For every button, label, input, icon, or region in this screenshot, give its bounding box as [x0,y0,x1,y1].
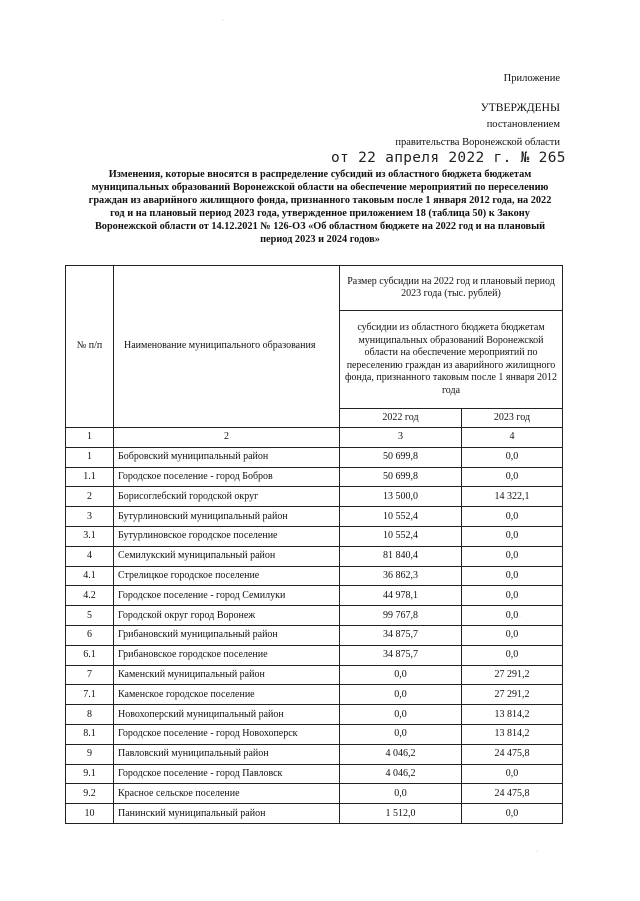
table-row [66,724,563,744]
row-number: 1.1 [66,467,114,487]
row-value-2023: 0,0 [462,447,563,467]
row-value-2022: 0,0 [340,705,462,725]
table-row [66,784,563,804]
row-name: Бутурлиновский муниципальный район [114,507,340,527]
row-value-2022: 0,0 [340,784,462,804]
row-value-2022: 0,0 [340,724,462,744]
row-number: 9.1 [66,764,114,784]
row-value-2023: 0,0 [462,645,563,665]
row-value-2023: 0,0 [462,764,563,784]
row-number: 8 [66,705,114,725]
row-number: 5 [66,606,114,626]
row-value-2022: 1 512,0 [340,804,462,824]
row-value-2022: 50 699,8 [340,467,462,487]
row-name: Панинский муниципальный район [114,804,340,824]
table-row [66,526,563,546]
row-number: 4.1 [66,566,114,586]
row-value-2022: 4 046,2 [340,764,462,784]
row-name: Красное сельское поселение [114,784,340,804]
row-name: Каменское городское поселение [114,685,340,705]
government-label: правительства Воронежской области [395,137,560,148]
row-number: 6.1 [66,645,114,665]
scan-speck: · [222,18,224,24]
row-value-2022: 44 978,1 [340,586,462,606]
row-name: Городское поселение - город Семилуки [114,586,340,606]
date-stamp: от 22 апреля 2022 г. № 265 [331,150,566,166]
row-name: Бобровский муниципальный район [114,447,340,467]
row-value-2023: 0,0 [462,586,563,606]
row-name: Городской округ город Воронеж [114,606,340,626]
row-value-2023: 14 322,1 [462,487,563,507]
table-row [66,744,563,764]
table-row [66,645,563,665]
year-2022-header: 2022 год [340,409,462,428]
table-row [66,487,563,507]
row-value-2022: 50 699,8 [340,447,462,467]
row-value-2023: 0,0 [462,804,563,824]
row-number: 10 [66,804,114,824]
row-value-2022: 81 840,4 [340,546,462,566]
table-row [66,566,563,586]
row-value-2023: 13 814,2 [462,705,563,725]
col-header-number: № п/п [66,266,114,428]
subsidy-table [65,265,563,824]
row-number: 8.1 [66,724,114,744]
row-value-2022: 34 875,7 [340,625,462,645]
table-row [66,665,563,685]
row-value-2022: 4 046,2 [340,744,462,764]
row-value-2022: 10 552,4 [340,526,462,546]
decree-label: постановлением [486,119,560,130]
row-number: 3.1 [66,526,114,546]
row-name: Стрелицкое городское поселение [114,566,340,586]
row-value-2023: 0,0 [462,606,563,626]
row-name: Бутурлиновское городское поселение [114,526,340,546]
appendix-label: Приложение [503,73,560,84]
index-cell: 3 [340,428,462,448]
row-value-2023: 24 475,8 [462,784,563,804]
row-value-2023: 0,0 [462,566,563,586]
row-value-2022: 34 875,7 [340,645,462,665]
row-value-2023: 0,0 [462,546,563,566]
document-title [70,168,570,246]
row-value-2023: 0,0 [462,526,563,546]
row-value-2023: 0,0 [462,507,563,527]
row-name: Городское поселение - город Бобров [114,467,340,487]
table-row [66,625,563,645]
row-number: 4.2 [66,586,114,606]
year-2023-header: 2023 год [462,409,563,428]
row-value-2022: 36 862,3 [340,566,462,586]
table-row [66,467,563,487]
index-cell: 1 [66,428,114,448]
row-name: Семилукский муниципальный район [114,546,340,566]
row-value-2022: 0,0 [340,685,462,705]
row-value-2023: 27 291,2 [462,665,563,685]
row-value-2023: 24 475,8 [462,744,563,764]
title-line: муниципальных образований Воронежской области на обеспечение мероприятий по переселению [91,182,549,193]
row-value-2023: 0,0 [462,625,563,645]
row-number: 6 [66,625,114,645]
row-value-2022: 13 500,0 [340,487,462,507]
table-row [66,546,563,566]
row-value-2022: 0,0 [340,665,462,685]
table-row [66,606,563,626]
row-number: 2 [66,487,114,507]
table-row [66,804,563,824]
scan-speck: · [536,849,538,855]
row-number: 4 [66,546,114,566]
title-line: граждан из аварийного жилищного фонда, признанного таковым после 1 января 2012 года, на 2022 [88,195,552,206]
table-row [66,685,563,705]
row-name: Борисоглебский городской округ [114,487,340,507]
row-name: Новохоперский муниципальный район [114,705,340,725]
row-number: 9 [66,744,114,764]
title-line: период 2023 и 2024 годов» [260,234,380,245]
approved-label: УТВЕРЖДЕНЫ [480,102,560,114]
row-value-2023: 13 814,2 [462,724,563,744]
col-header-name: Наименование муниципального образования [114,266,340,428]
scan-speck: · [519,614,521,620]
row-number: 1 [66,447,114,467]
size-header: Размер субсидии на 2022 год и плановый период 2023 года (тыс. рублей) [340,266,563,311]
row-value-2023: 0,0 [462,467,563,487]
index-cell: 4 [462,428,563,448]
row-name: Павловский муниципальный район [114,744,340,764]
index-cell: 2 [114,428,340,448]
table-row [66,705,563,725]
row-value-2023: 27 291,2 [462,685,563,705]
row-name: Грибановское городское поселение [114,645,340,665]
table-row [66,764,563,784]
subsidy-header: субсидии из областного бюджета бюджетам муниципальных образований Воронежской области на обеспечение мероприятий по переселению граждан из аварийного жилищного фонда, признанного таковым после 1 января 2012 года [340,311,563,409]
table-row [66,447,563,467]
row-number: 7.1 [66,685,114,705]
title-line: год и на плановый период 2023 года, утвержденное приложением 18 (таблица 50) к Закону [110,208,530,219]
row-name: Городское поселение - город Павловск [114,764,340,784]
title-line: Воронежской области от 14.12.2021 № 126-ОЗ «Об областном бюджете на 2022 год и на плановый [94,221,546,232]
row-number: 3 [66,507,114,527]
row-name: Городское поселение - город Новохоперск [114,724,340,744]
table-row [66,586,563,606]
row-number: 9.2 [66,784,114,804]
title-line: Изменения, которые вносятся в распределение субсидий из областного бюджета бюджетам [108,169,532,180]
row-name: Грибановский муниципальный район [114,625,340,645]
row-number: 7 [66,665,114,685]
row-name: Каменский муниципальный район [114,665,340,685]
table-row [66,507,563,527]
row-value-2022: 10 552,4 [340,507,462,527]
row-value-2022: 99 767,8 [340,606,462,626]
